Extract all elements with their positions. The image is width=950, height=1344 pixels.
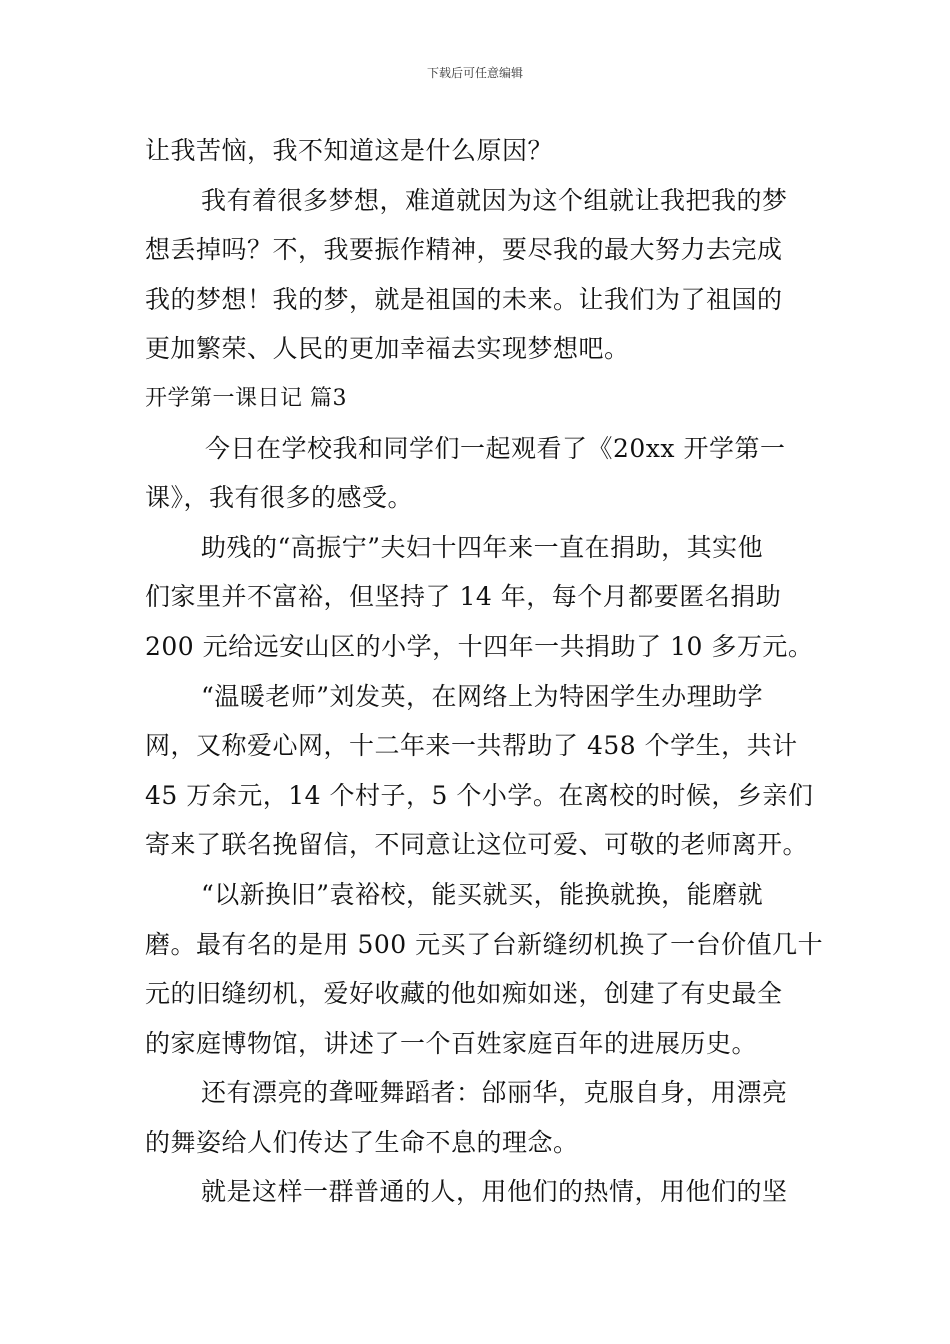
text-line: 元的旧缝纫机，爱好收藏的他如痴如迷，创建了有史最全 [145, 979, 783, 1009]
text-line: 们家里并不富裕，但坚持了 14 年，每个月都要匿名捐助 [145, 582, 782, 612]
text-line: 的家庭博物馆，讲述了一个百姓家庭百年的进展历史。 [145, 1028, 758, 1058]
section-heading: 开学第一课日记 篇3 [145, 385, 347, 411]
text-line: 的舞姿给人们传达了生命不息的理念。 [145, 1127, 579, 1157]
paragraph-start-line: 助残的“高振宁”夫妇十四年来一直在捐助，其实他 [201, 532, 764, 562]
paragraph-start-line: 今日在学校我和同学们一起观看了《20xx 开学第一 [205, 433, 786, 463]
text-line: 让我苦恼，我不知道这是什么原因？ [145, 136, 554, 165]
document-body [145, 126, 824, 1217]
text-line: 想丢掉吗？不，我要振作精神，要尽我的最大努力去完成 [145, 235, 783, 265]
text-line: 磨。最有名的是用 500 元买了台新缝纫机换了一台价值几十 [145, 929, 824, 959]
paragraph-start-line: “温暖老师”刘发英，在网络上为特困学生办理助学 [201, 681, 764, 711]
paragraph-start-line: 就是这样一群普通的人，用他们的热情，用他们的坚 [201, 1177, 788, 1207]
text-line: 45 万余元，14 个村子，5 个小学。在离校的时候，乡亲们 [145, 780, 814, 810]
text-line: 更加繁荣、人民的更加幸福去实现梦想吧。 [145, 334, 630, 364]
text-line: 我的梦想！我的梦，就是祖国的未来。让我们为了祖国的 [145, 284, 783, 314]
paragraph-start-line: 我有着很多梦想，难道就因为这个组就让我把我的梦 [201, 185, 788, 215]
text-line: 网，又称爱心网，十二年来一共帮助了 458 个学生，共计 [145, 731, 798, 761]
text-line: 200 元给远安山区的小学，十四年一共捐助了 10 多万元。 [145, 631, 814, 661]
page-header: 下载后可任意编辑 [426, 66, 523, 80]
paragraph-start-line: 还有漂亮的聋哑舞蹈者：邰丽华，克服自身，用漂亮 [201, 1078, 788, 1108]
text-line: 寄来了联名挽留信，不同意让这位可爱、可敬的老师离开。 [145, 830, 809, 860]
paragraph-start-line: “以新换旧”袁裕校，能买就买，能换就换，能磨就 [201, 879, 764, 909]
text-line: 课》，我有很多的感受。 [145, 483, 414, 513]
